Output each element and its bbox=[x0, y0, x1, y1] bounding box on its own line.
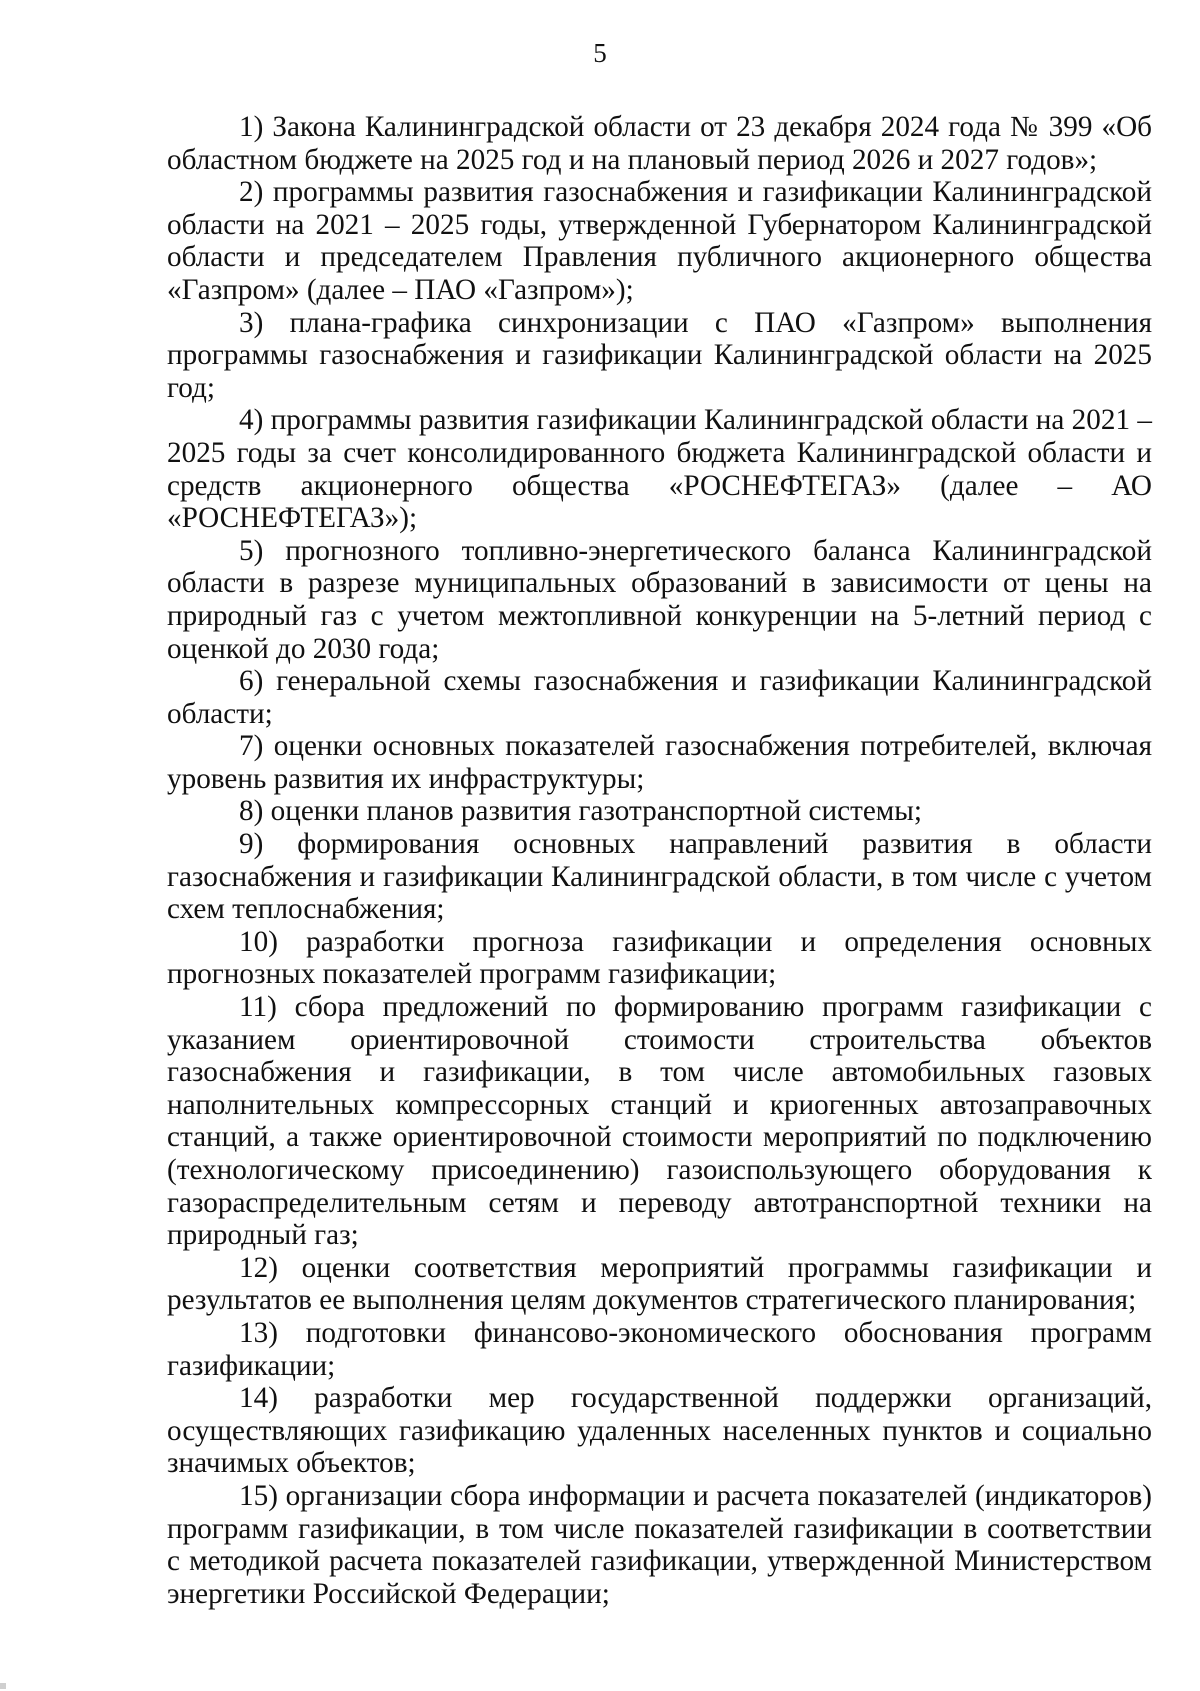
list-item-15: 15) организации сбора информации и расчета показателей (индикаторов) программ газификации, в том числе показателей газификации в соответствии с методикой расчета показателей газификации, утвержденной Министерством энергетики Российской Федерации; bbox=[167, 1479, 1152, 1610]
page-number: 5 bbox=[593, 38, 607, 68]
list-item-13: 13) подготовки финансово-экономического обоснования программ газификации; bbox=[167, 1316, 1152, 1382]
list-item-1: 1) Закона Калининградской области от 23 декабря 2024 года № 399 «Об областном бюджете на 2025 год и на плановый период 2026 и 2027 годов»; bbox=[167, 111, 1152, 176]
list-item-9: 9) формирования основных направлений развития в области газоснабжения и газификации Калининградской области, в том числе с учетом схем теплоснабжения; bbox=[167, 828, 1152, 926]
list-item-3: 3) плана-графика синхронизации с ПАО «Газпром» выполнения программы газоснабжения и газификации Калининградской области на 2025 год; bbox=[167, 306, 1152, 404]
scan-artifact bbox=[0, 1683, 6, 1689]
list-item-5: 5) прогнозного топливно-энергетического баланса Калининградской области в разрезе муниципальных образований в зависимости от цены на природный газ с учетом межтопливной конкуренции на 5-летний период с оценкой до 2030 года; bbox=[167, 534, 1152, 665]
list-item-14: 14) разработки мер государственной поддержки организаций, осуществляющих газификацию удаленных населенных пунктов и социально значимых объектов; bbox=[167, 1382, 1152, 1480]
list-item-6: 6) генеральной схемы газоснабжения и газификации Калининградской области; bbox=[167, 665, 1152, 730]
list-item-12: 12) оценки соответствия мероприятий программы газификации и результатов ее выполнения целям документов стратегического планирования; bbox=[167, 1251, 1152, 1317]
list-item-8: 8) оценки планов развития газотранспортной системы; bbox=[239, 795, 922, 828]
list-item-7: 7) оценки основных показателей газоснабжения потребителей, включая уровень развития их инфраструктуры; bbox=[167, 730, 1152, 795]
list-item-10: 10) разработки прогноза газификации и определения основных прогнозных показателей программ газификации; bbox=[167, 925, 1152, 991]
document-body bbox=[167, 111, 1152, 1610]
list-item-4: 4) программы развития газификации Калининградской области на 2021 – 2025 годы за счет консолидированного бюджета Калининградской области и средств акционерного общества «РОСНЕФТЕГАЗ» (далее – АО «РОСНЕФТЕГАЗ»); bbox=[167, 404, 1152, 535]
list-item-2: 2) программы развития газоснабжения и газификации Калининградской области на 2021 – 2025 годы, утвержденной Губернатором Калининградской области и председателем Правления публичного акционерного общества «Газпром» (далее – ПАО «Газпром»); bbox=[167, 176, 1152, 306]
list-item-11: 11) сбора предложений по формированию программ газификации с указанием ориентировочной стоимости строительства объектов газоснабжения и газификации, в том числе автомобильных газовых наполнительных компрессорных станций и криогенных автозаправочных станций, а также ориентировочной стоимости мероприятий по подключению (технологическому присоединению) газоиспользующего оборудования к газораспределительным сетям и переводу автотранспортной техники на природный газ; bbox=[167, 991, 1152, 1252]
